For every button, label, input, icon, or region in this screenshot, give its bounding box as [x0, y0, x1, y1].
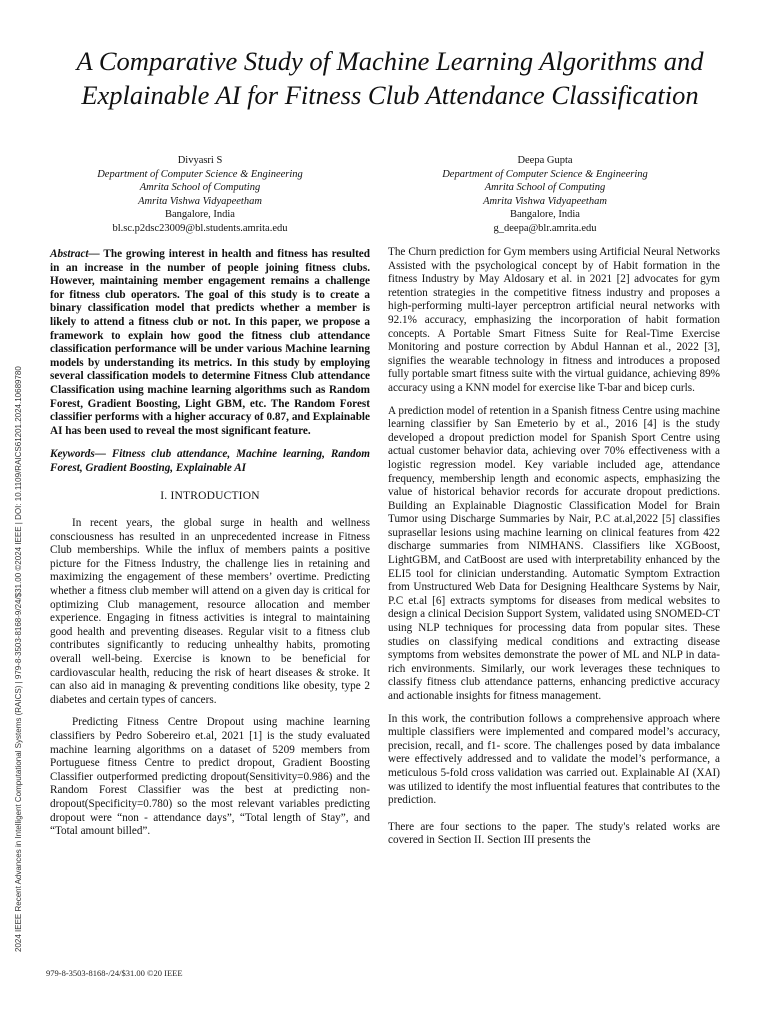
left-column [50, 248, 370, 839]
section-heading-introduction: I. INTRODUCTION [160, 489, 260, 502]
author-city: Bangalore, India [165, 209, 235, 221]
abstract [50, 248, 370, 438]
author-block-2 [395, 154, 695, 236]
author-department: Department of Computer Science & Engineering [442, 168, 648, 180]
body-paragraph: A prediction model of retention in a Spanish fitness Centre using machine learning classifier by San Emeterio by et al., 2016 [4] is the study developed a dropout prediction model for Spanish Sport Centre using actual customer behavior data, achieving over 70% effectiveness with a logistic regression model. Key variable included age, attendance frequency, membership length and economic aspects, emphasizing the value of historical behavior records for accurate dropout predictions. Building an Explainable Diagnostic Classification Model for Brain Tumor using Discharge Summaries by Nair, P.C at.al,2022 [5] classifies suprasellar lesions using machine learning on clinical features from 422 discharge summaries from NIMHANS. Classifiers like XGBoost, LightGBM, and CatBoost are used with interpretability enhanced by the ELI5 tool for clinician understanding. Automatic Symptom Extraction from Unstructured Web Data for Designing Healthcare Systems by Nair, P.C et.al [6] extracts symptoms for diseases from medical websites to design a clinical Decision Support System, validated using SNOMED-CT using NLP techniques for processing data from popular sites. These studies on classifying medical conditions and extracting disease symptoms from websites demonstrate the power of ML and NLP in data-rich environments. Similarly, our work leverages these techniques to classify fitness club attendance patterns, enhancing predictive accuracy and actionable insights for fitness management. [388, 404, 720, 702]
abstract-label: Abstract— [50, 248, 100, 260]
author-name: Deepa Gupta [517, 155, 573, 166]
author-email[interactable]: g_deepa@blr.amrita.edu [493, 222, 597, 234]
paper-title: A Comparative Study of Machine Learning Algorithms and Explainable AI for Fitness Club Attendance Classification [76, 46, 704, 110]
body-paragraph: There are four sections to the paper. The study's related works are covered in Section II. Section III presents the [388, 820, 720, 847]
keywords: Keywords— Fitness club attendance, Machine learning, Random Forest, Gradient Boosting, Explainable AI [50, 448, 370, 474]
author-university: Amrita Vishwa Vidyapeetham [483, 195, 607, 207]
intro-paragraph: Predicting Fitness Centre Dropout using machine learning classifiers by Pedro Sobereiro et.al, 2021 [1] is the study evaluated machine learning algorithms on a dataset of 5209 members from Portuguese fitness Centre to predict dropout, Gradient Boosting Classifier outperformed predicting dropout(Sensitivity=0.986) and the Random Forest Classifier was the best at predicting non-dropout(Specificity=0.780) so the most relevant variables predicting dropout were “non - attendance days”, “Total length of Stay”, and “Total amount billed”. [50, 716, 370, 838]
author-city: Bangalore, India [510, 209, 580, 221]
author-block-1 [50, 154, 350, 236]
author-university: Amrita Vishwa Vidyapeetham [138, 195, 262, 207]
right-column [388, 246, 720, 848]
body-paragraph: The Churn prediction for Gym members using Artificial Neural Networks Assisted with the psychological concept by of Habit formation in the fitness Industry by May Aldosary et al. in 2021 [2] advocates for gym retention strategies in the competitive fitness industry and proposes a high-performing multi-layer perceptron artificial neural networks with 92.1% accuracy, emphasizing the incorporation of habit formation concepts. A Portable Smart Fitness Suite for Real-Time Exercise Monitoring and posture correction by Abdul Hannan et al., 2022 [3], signifies the wearable technology in fitness and introduces a proposed fully portable smart fitness suite with the virtual guidance, achieving 89% accuracy using a KNN model for exercise like T-bar and bicep curls. [388, 246, 720, 394]
author-department: Department of Computer Science & Engineering [97, 168, 303, 180]
author-email[interactable]: bl.sc.p2dsc23009@bl.students.amrita.edu [112, 222, 288, 234]
abstract-text: The growing interest in health and fitness has resulted in an increase in the number of people joining fitness clubs. However, maintaining member engagement remains a challenge for fitness club operators. The goal of this study is to create a binary classification model that predicts whether a member is likely to attend a fitness club or not. In this paper, we propose a framework to explain how good the fitness club attendance classification performance will be under various Machine learning models by understanding its metrics. In this study by employing several classification models to determine Fitness Club attendance Classification using machine learning algorithms such as Random Forest, Gradient Boosting, Light GBM, etc. The Random Forest classifier performs with a higher accuracy of 0.87, and Explainable AI has been used to reveal the most significant feature. [50, 248, 370, 437]
doi-margin-text: 2024 IEEE Recent Advances in Intelligent Computational Systems (RAICS) | 979-8-3503-8168-9/24/$31.00 ©2024 IEEE | DOI: 10.1109/RAICS61201.2024.10689780 [14, 366, 23, 952]
copyright-footer: 979-8-3503-8168-/24/$31.00 ©20 IEEE [46, 968, 183, 978]
body-paragraph: In this work, the contribution follows a comprehensive approach where multiple classifiers were implemented and compared model’s accuracy, precision, recall, and f1- score. The challenges posed by data imbalance were effectively addressed and to validate the model’s performance, a meticulous 5-fold cross validation was carried out. Explainable AI (XAI) was utilized to identify the most influential features that contributes to the prediction. [388, 712, 720, 807]
author-name: Divyasri S [177, 155, 223, 166]
intro-paragraph: In recent years, the global surge in health and wellness consciousness has resulted in an unprecedented increase in Fitness Club memberships. While the influx of members paints a positive picture for the Fitness Industry, the challenge lies in retaining and maximizing the engagement of these members’ overtime. Predicting whether a fitness club member will attend on a given day is critical for optimizing Club management, resource allocation and member experience. Engaging in fitness activities is integral to maintaining good health and preventing diseases. Regular visit to a fitness club contributes significantly to reducing unhealthy habits, promoting overall well-being. Exercise is known to be beneficial for cardiovascular health, reducing the risk of heart diseases & stroke. It can also aid in managing & preventing conditions like obesity, type 2 diabetes and certain types of cancers. [50, 517, 370, 706]
author-school: Amrita School of Computing [139, 182, 261, 194]
author-school: Amrita School of Computing [484, 182, 606, 194]
